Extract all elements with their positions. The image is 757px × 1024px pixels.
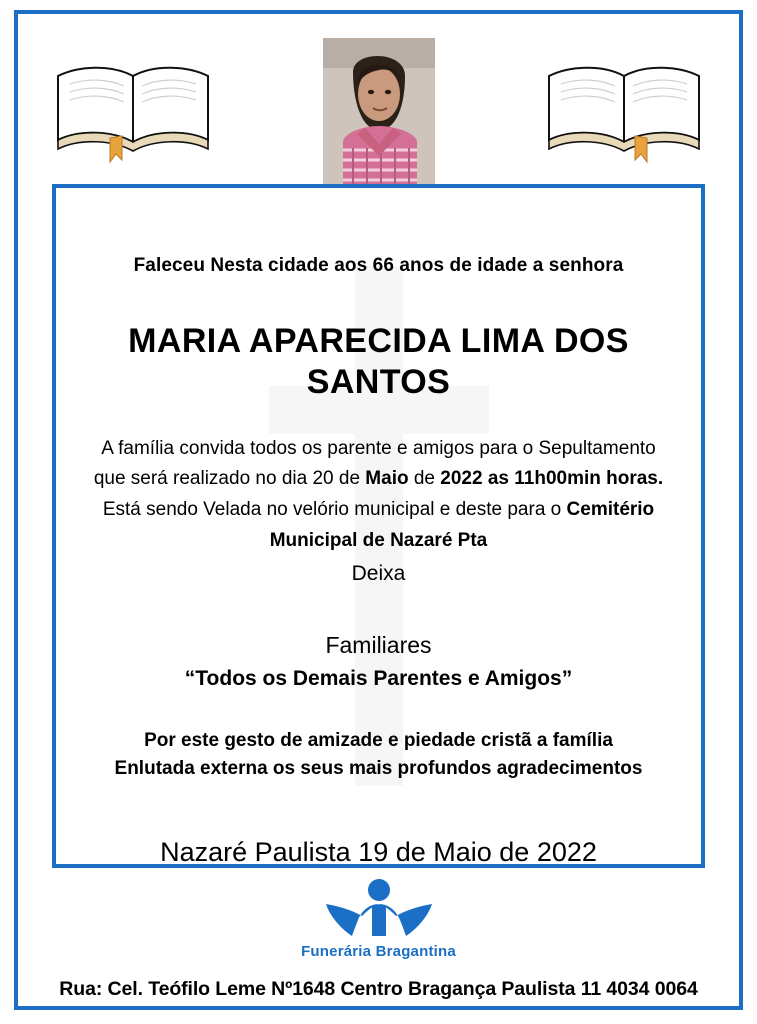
thanks-paragraph: [56, 727, 701, 783]
deceased-name: MARIA APARECIDA LIMA DOS SANTOS: [128, 321, 629, 402]
place-and-date: Nazaré Paulista 19 de Maio de 2022: [160, 837, 597, 868]
funeraria-bragantina-logo-icon: [274, 876, 484, 942]
portrait-photo: [323, 38, 435, 190]
notice-content: [56, 188, 701, 870]
header-images-row: [24, 22, 733, 177]
invitation-part3: Está sendo Velada no velório municipal e deste para o: [102, 499, 567, 521]
familiares-subtitle: “Todos os Demais Parentes e Amigos”: [184, 667, 573, 691]
invitation-year: 2022: [440, 468, 483, 490]
thanks-line-1: Por este gesto de amizade e piedade cristã a família: [144, 730, 613, 752]
invitation-paragraph: [56, 434, 701, 557]
invitation-time: as 11h00min horas.: [487, 468, 664, 490]
open-bible-icon-left: [48, 54, 218, 164]
footer-logo-block: [0, 876, 757, 960]
company-name: Funerária Bragantina: [301, 943, 456, 960]
open-bible-icon-right: [539, 54, 709, 164]
invitation-cemetery: Cemitério Municipal de Nazaré Pta: [269, 499, 655, 551]
invitation-part2: de: [408, 468, 441, 490]
familiares-label: Familiares: [325, 632, 432, 659]
invitation-month: Maio: [365, 468, 409, 490]
thanks-line-2: Enlutada externa os seus mais profundos agradecimentos: [114, 758, 643, 780]
notice-text-frame: [52, 184, 705, 868]
intro-line: Faleceu Nesta cidade aos 66 anos de idade a senhora: [133, 255, 624, 276]
deixa-label: Deixa: [351, 561, 406, 585]
footer-address: Rua: Cel. Teófilo Leme Nº1648 Centro Bragança Paulista 11 4034 0064: [59, 978, 698, 1000]
invitation-part1: A família convida todos os parente e amigos para o Sepultamento que será realizado no dia 20 de: [93, 437, 656, 490]
